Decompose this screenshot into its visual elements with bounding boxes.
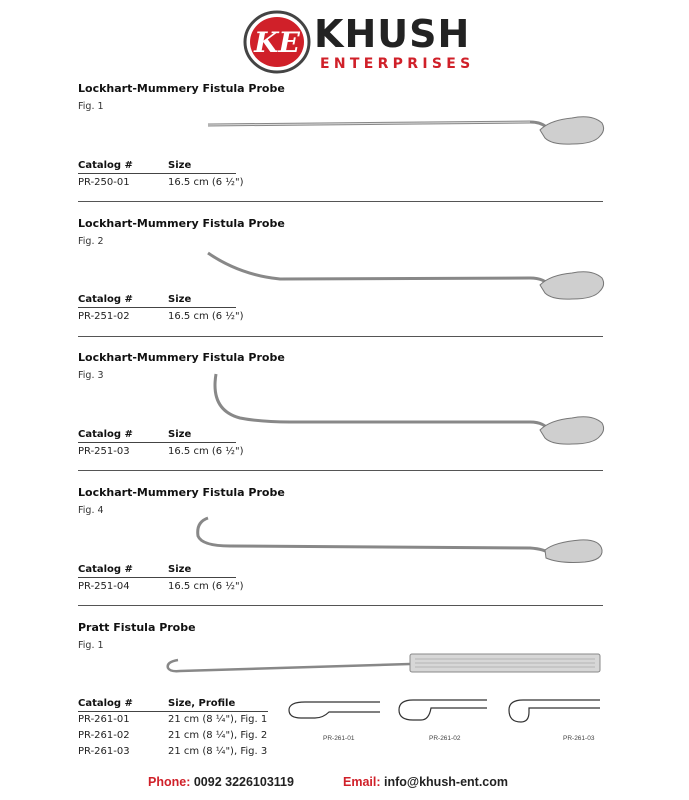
profile-drawing [505, 696, 605, 726]
probe-illustration [200, 108, 610, 148]
logo-text: KE [254, 26, 300, 59]
size-header: Size [168, 294, 192, 305]
figure-label: Fig. 4 [78, 505, 104, 516]
footer-phone [148, 775, 294, 789]
catalog-number: PR-261-01 [78, 714, 130, 725]
profile-label: PR-261-01 [323, 735, 355, 742]
profile-label: PR-261-02 [429, 735, 461, 742]
catalog-number: PR-261-02 [78, 730, 130, 741]
catalog-header: Catalog # [78, 564, 133, 575]
email-label: Email: [343, 775, 381, 789]
size-value: 16.5 cm (6 ½") [168, 177, 244, 188]
email-value[interactable]: info@khush-ent.com [384, 775, 508, 789]
table-rule [78, 442, 236, 443]
catalog-number: PR-250-01 [78, 177, 130, 188]
section-divider [78, 470, 603, 471]
brand-logo [243, 10, 311, 74]
figure-label: Fig. 3 [78, 370, 104, 381]
phone-value[interactable]: 0092 3226103119 [193, 775, 294, 789]
size-value: 16.5 cm (6 ½") [168, 581, 244, 592]
size-value: 16.5 cm (6 ½") [168, 446, 244, 457]
footer-email [343, 775, 508, 789]
table-rule [78, 711, 268, 712]
profile-drawing [285, 698, 385, 728]
catalog-number: PR-251-03 [78, 446, 130, 457]
probe-illustration [160, 650, 605, 680]
figure-label: Fig. 1 [78, 101, 104, 112]
figure-label: Fig. 2 [78, 236, 104, 247]
product-title: Pratt Fistula Probe [78, 621, 196, 634]
size-header: Size, Profile [168, 698, 236, 709]
probe-illustration [200, 245, 610, 305]
product-title: Lockhart-Mummery Fistula Probe [78, 351, 285, 364]
catalog-number: PR-261-03 [78, 746, 130, 757]
table-rule [78, 173, 236, 174]
size-value: 21 cm (8 ¼"), Fig. 1 [168, 714, 268, 725]
section-divider [78, 336, 603, 337]
profile-drawing [395, 696, 495, 726]
size-value: 21 cm (8 ¼"), Fig. 3 [168, 746, 268, 757]
profile-label: PR-261-03 [563, 735, 595, 742]
size-value: 16.5 cm (6 ½") [168, 311, 244, 322]
catalog-header: Catalog # [78, 160, 133, 171]
product-title: Lockhart-Mummery Fistula Probe [78, 486, 285, 499]
product-title: Lockhart-Mummery Fistula Probe [78, 217, 285, 230]
section-divider [78, 201, 603, 202]
phone-label: Phone: [148, 775, 191, 789]
table-rule [78, 307, 236, 308]
size-header: Size [168, 160, 192, 171]
size-header: Size [168, 429, 192, 440]
catalog-number: PR-251-04 [78, 581, 130, 592]
brand-subtitle: ENTERPRISES [320, 56, 475, 72]
product-title: Lockhart-Mummery Fistula Probe [78, 82, 285, 95]
catalog-header: Catalog # [78, 698, 133, 709]
size-value: 21 cm (8 ¼"), Fig. 2 [168, 730, 268, 741]
catalog-number: PR-251-02 [78, 311, 130, 322]
probe-illustration [190, 512, 610, 572]
table-rule [78, 577, 236, 578]
figure-label: Fig. 1 [78, 640, 104, 651]
size-header: Size [168, 564, 192, 575]
probe-illustration [200, 370, 610, 450]
catalog-header: Catalog # [78, 429, 133, 440]
catalog-header: Catalog # [78, 294, 133, 305]
brand-name: KHUSH [314, 12, 471, 56]
section-divider [78, 605, 603, 606]
